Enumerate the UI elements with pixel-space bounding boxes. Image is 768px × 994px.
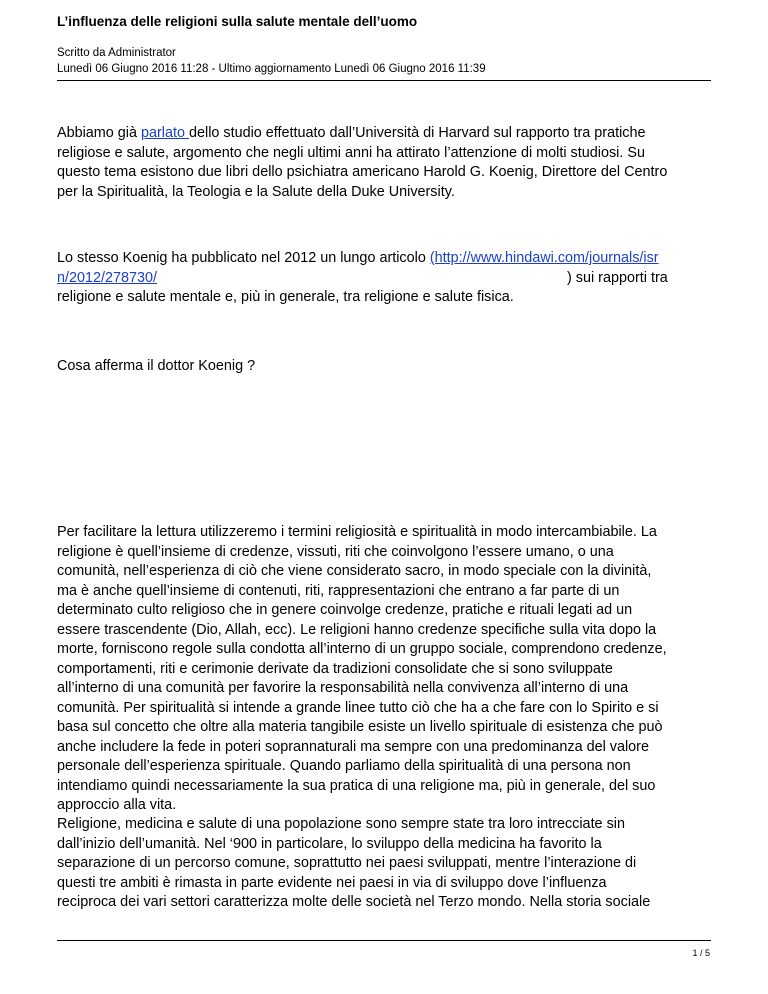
paragraph-line: comportamenti, riti e cerimonie derivate da tradizioni consolidate che si sono sviluppate — [57, 660, 613, 677]
paragraph-line: comunità. Per spiritualità si intende a grande linee tutto ciò che ha a che fare con lo Spirito e si — [57, 699, 659, 716]
paragraph-line: per la Spiritualità, la Teologia e la Salute della Duke University. — [57, 183, 455, 200]
paragraph-line: religione è quell’insieme di credenze, vissuti, riti che coinvolgono l’essere umano, o una — [57, 543, 614, 560]
paragraph-line: separazione di un percorso comune, soprattutto nei paesi sviluppati, mentre l’interazione di — [57, 855, 637, 871]
paragraph-line: questo tema esistono due libri dello psichiatra americano Harold G. Koenig, Direttore del Centro — [57, 164, 668, 180]
text-fragment: Lo stesso Koenig ha pubblicato nel 2012 un lungo articolo — [57, 250, 430, 266]
page-number: 1 / 5 — [692, 948, 710, 958]
paragraph-koenig-article — [57, 249, 717, 308]
hindawi-url-link[interactable]: (http://www.hindawi.com/journals/isr — [429, 250, 659, 266]
paragraph-line: approccio alla vita. — [57, 797, 177, 813]
paragraph-definitions — [57, 523, 717, 816]
text-fragment: ) sui rapporti tra — [567, 269, 668, 286]
paragraph-line: religione e salute mentale e, più in generale, tra religione e salute fisica. — [57, 289, 514, 305]
paragraph-line: questi tre ambiti è rimasta in parte evidente nei paesi in via di sviluppo dove l’influenza — [57, 874, 607, 891]
author-line: Scritto da Administrator — [57, 47, 176, 59]
paragraph-question — [57, 357, 717, 377]
paragraph-line: Per facilitare la lettura utilizzeremo i termini religiosità e spiritualità in modo intercambiabile. La — [57, 524, 657, 540]
page-title: L’influenza delle religioni sulla salute mentale dell’uomo — [57, 14, 418, 29]
paragraph-line: basa sul concetto che oltre alla materia tangibile esiste un livello spirituale di esistenza che può — [57, 719, 663, 735]
paragraph-line: personale dell’esperienza spirituale. Quando parliamo della spiritualità di una persona non — [57, 758, 631, 774]
article-meta — [57, 45, 486, 77]
text-fragment: dello studio effettuato dall’Università di Harvard sul rapporto tra pratiche — [189, 125, 646, 141]
hindawi-url-link-continued[interactable]: n/2012/278730/ — [57, 269, 158, 286]
text-fragment: Abbiamo già — [57, 125, 141, 141]
paragraph-line: comunità, nell’esperienza di ciò che viene considerato sacro, in modo speciale con la divinità, — [57, 563, 652, 579]
paragraph-line — [57, 124, 717, 144]
paragraph-line: morte, forniscono regole sulla condotta all’interno di un gruppo sociale, comprendono credenze, — [57, 641, 667, 657]
paragraph-line: anche includere la fede in poteri soprannaturali ma sempre con una predominanza del valore — [57, 738, 649, 755]
paragraph-intro — [57, 124, 717, 202]
paragraph-line: religiose e salute, argomento che negli ultimi anni ha attirato l’attenzione di molti studiosi. Su — [57, 144, 645, 161]
paragraph-line: reciproca dei vari settori caratterizza molte delle società nel Terzo mondo. Nella storia sociale — [57, 894, 651, 910]
paragraph-line — [57, 249, 717, 269]
paragraph-line: ma è anche quell’insieme di contenuti, riti, rappresentazioni che entrano a far parte di un — [57, 582, 620, 599]
parlato-link[interactable]: parlato — [141, 125, 189, 141]
header-divider — [57, 80, 711, 81]
paragraph-line: Religione, medicina e salute di una popolazione sono sempre state tra loro intrecciate sin — [57, 816, 625, 832]
paragraph-line: determinato culto religioso che in genere coinvolge credenze, pratiche e rituali legati ad un — [57, 602, 633, 618]
footer-divider — [57, 940, 711, 941]
date-line: Lunedì 06 Giugno 2016 11:28 - Ultimo aggiornamento Lunedì 06 Giugno 2016 11:39 — [57, 63, 486, 75]
paragraph-line: all’interno di una comunità per favorire la responsabilità nella convivenza all’interno di una — [57, 680, 629, 696]
paragraph-line: Cosa afferma il dottor Koenig ? — [57, 358, 256, 374]
paragraph-line — [57, 269, 717, 289]
paragraph-line: essere trascendente (Dio, Allah, ecc). Le religioni hanno credenze specifiche sulla vita dopo la — [57, 621, 657, 638]
paragraph-line: dall’inizio dell’umanità. Nel ‘900 in particolare, lo sviluppo della medicina ha favorito la — [57, 835, 602, 852]
paragraph-line: intendiamo quindi necessariamente la sua pratica di una religione ma, più in generale, del suo — [57, 777, 656, 794]
paragraph-history — [57, 815, 717, 913]
